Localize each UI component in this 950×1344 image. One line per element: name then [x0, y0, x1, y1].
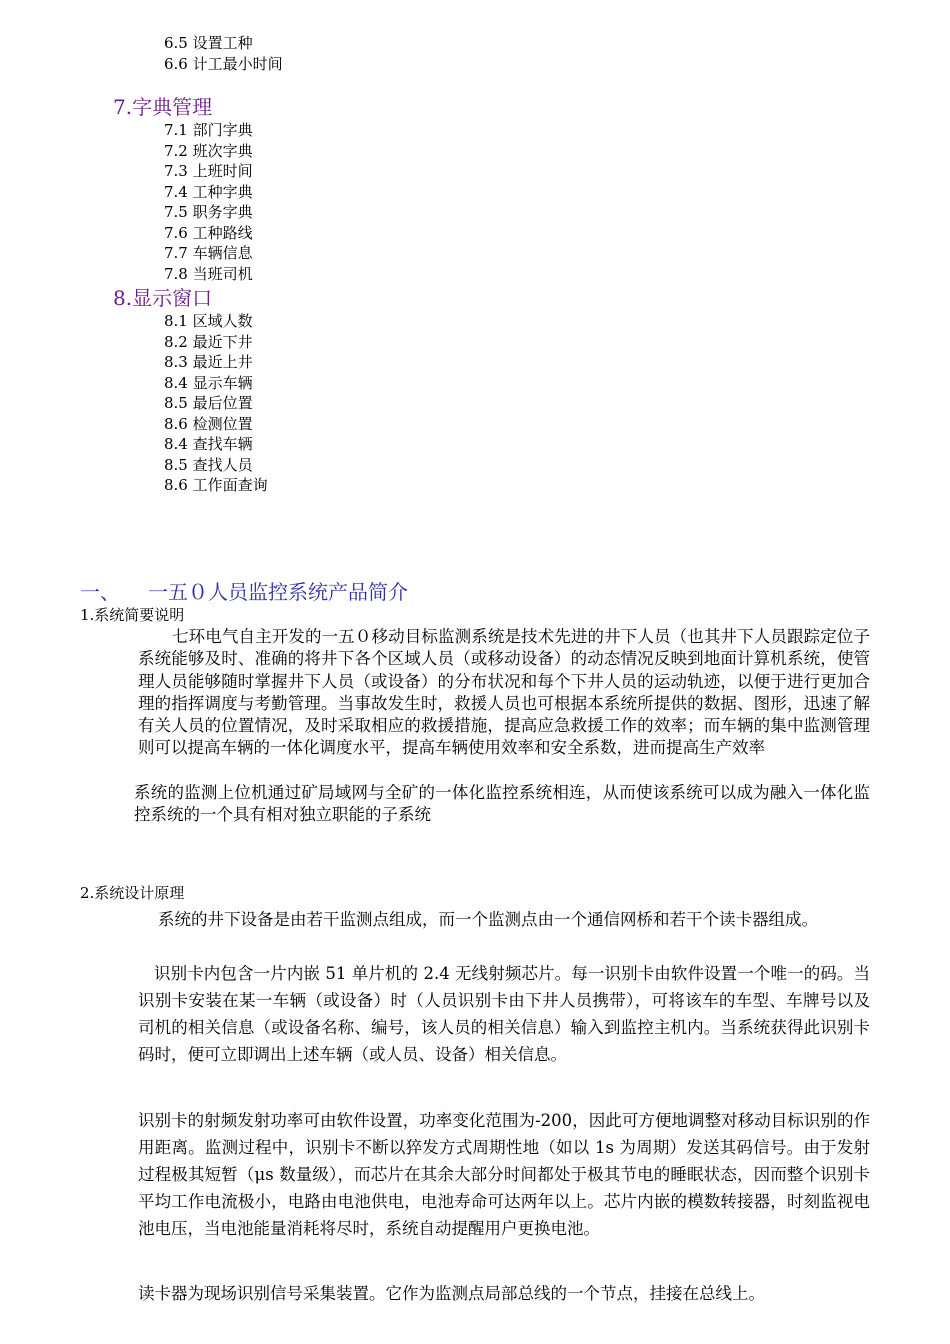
design-paragraph-4: 读卡器为现场识别信号采集装置。它作为监测点局部总线的一个节点，挂接在总线上。 — [138, 1284, 765, 1303]
design-text-2: 识别卡内包含一片内嵌 51 单片机的 2.4 无线射频芯片。每一识别卡由软件设置一个唯一的码。当识别卡安装在某一车辆（或设备）时（人员识别卡由下井人员携带），可将该车的车型、车牌号以及司机的相关信息（或设备名称、编号，该人员的相关信息）输入到监控主机内。当系统获得此识别卡码时，便可立即调出上述车辆（或人员、设备）相关信息。 — [138, 964, 870, 1064]
design-paragraph-2 — [138, 960, 870, 1068]
section-number: 一、 — [80, 580, 120, 604]
subheading-design: 2.系统设计原理 — [80, 884, 185, 902]
toc-item-8-6-workface: 8.6 工作面查询 — [164, 476, 268, 494]
toc-item-7-5: 7.5 职务字典 — [164, 203, 253, 221]
toc-item-7-1: 7.1 部门字典 — [164, 121, 253, 139]
overview-paragraph — [138, 626, 870, 760]
toc-chapter-7: 7.字典管理 — [113, 95, 213, 119]
toc-item-7-6: 7.6 工种路线 — [164, 224, 253, 242]
section-title: 一五０人员监控系统产品简介 — [148, 580, 408, 604]
subheading-overview: 1.系统简要说明 — [80, 606, 185, 624]
toc-item-8-3: 8.3 最近上井 — [164, 353, 253, 371]
design-paragraph-3: 识别卡的射频发射功率可由软件设置，功率变化范围为-200，因此可方便地调整对移动目标识别的作用距离。监测过程中，识别卡不断以猝发方式周期性地（如以 1s 为周期）发送其码信号。由于发射过程极其短暂（μs 数量级），而芯片在其余大部分时间都处于极其节电的睡眠状态，因而整个识别卡平均工作电流极小，电路由电池供电，电池寿命可达两年以上。芯片内嵌的模数转接器，时刻监视电池电压，当电池能量消耗将尽时，系统自动提醒用户更换电池。 — [138, 1111, 870, 1238]
overview-text: 七环电气自主开发的一五０移动目标监测系统是技术先进的井下人员（也其井下人员跟踪定位子系统能够及时、准确的将井下各个区域人员（或移动设备）的动态情况反映到地面计算机系统，使管理人员能够随时掌握井下人员（或设备）的分布状况和每个下井人员的运动轨迹，以便于进行更加合理的指挥调度与考勤管理。当事故发生时，救援人员也可根据本系统所提供的数据、图形，迅速了解有关人员的位置情况，及时采取相应的救援措施，提高应急救援工作的效率；而车辆的集中监测管理则可以提高车辆的一体化调度水平，提高车辆使用效率和安全系数，进而提高生产效率 — [138, 627, 870, 758]
toc-item-7-8: 7.8 当班司机 — [164, 265, 253, 283]
toc-item-8-1: 8.1 区域人数 — [164, 312, 253, 330]
toc-item-8-4: 8.4 显示车辆 — [164, 374, 253, 392]
integration-paragraph: 系统的监测上位机通过矿局域网与全矿的一体化监控系统相连，从而使该系统可以成为融入一体化监控系统的一个具有相对独立职能的子系统 — [134, 783, 870, 825]
toc-item-8-5-find-person: 8.5 查找人员 — [164, 456, 253, 474]
toc-item-7-7: 7.7 车辆信息 — [164, 244, 253, 262]
toc-item-6-6: 6.6 计工最小时间 — [164, 55, 283, 73]
toc-item-7-2: 7.2 班次字典 — [164, 142, 253, 160]
toc-item-7-4: 7.4 工种字典 — [164, 183, 253, 201]
toc-item-8-4-find-vehicle: 8.4 查找车辆 — [164, 435, 253, 453]
section-heading — [80, 580, 408, 604]
toc-item-8-5: 8.5 最后位置 — [164, 394, 253, 412]
design-text-1: 系统的井下设备是由若干监测点组成，而一个监测点由一个通信网桥和若干个读卡器组成。 — [158, 910, 818, 929]
design-paragraph-1 — [138, 906, 870, 933]
toc-item-6-5: 6.5 设置工种 — [164, 34, 253, 52]
toc-item-7-3: 7.3 上班时间 — [164, 162, 253, 180]
toc-item-8-6: 8.6 检测位置 — [164, 415, 253, 433]
toc-item-8-2: 8.2 最近下井 — [164, 333, 253, 351]
toc-chapter-8: 8.显示窗口 — [113, 286, 213, 310]
